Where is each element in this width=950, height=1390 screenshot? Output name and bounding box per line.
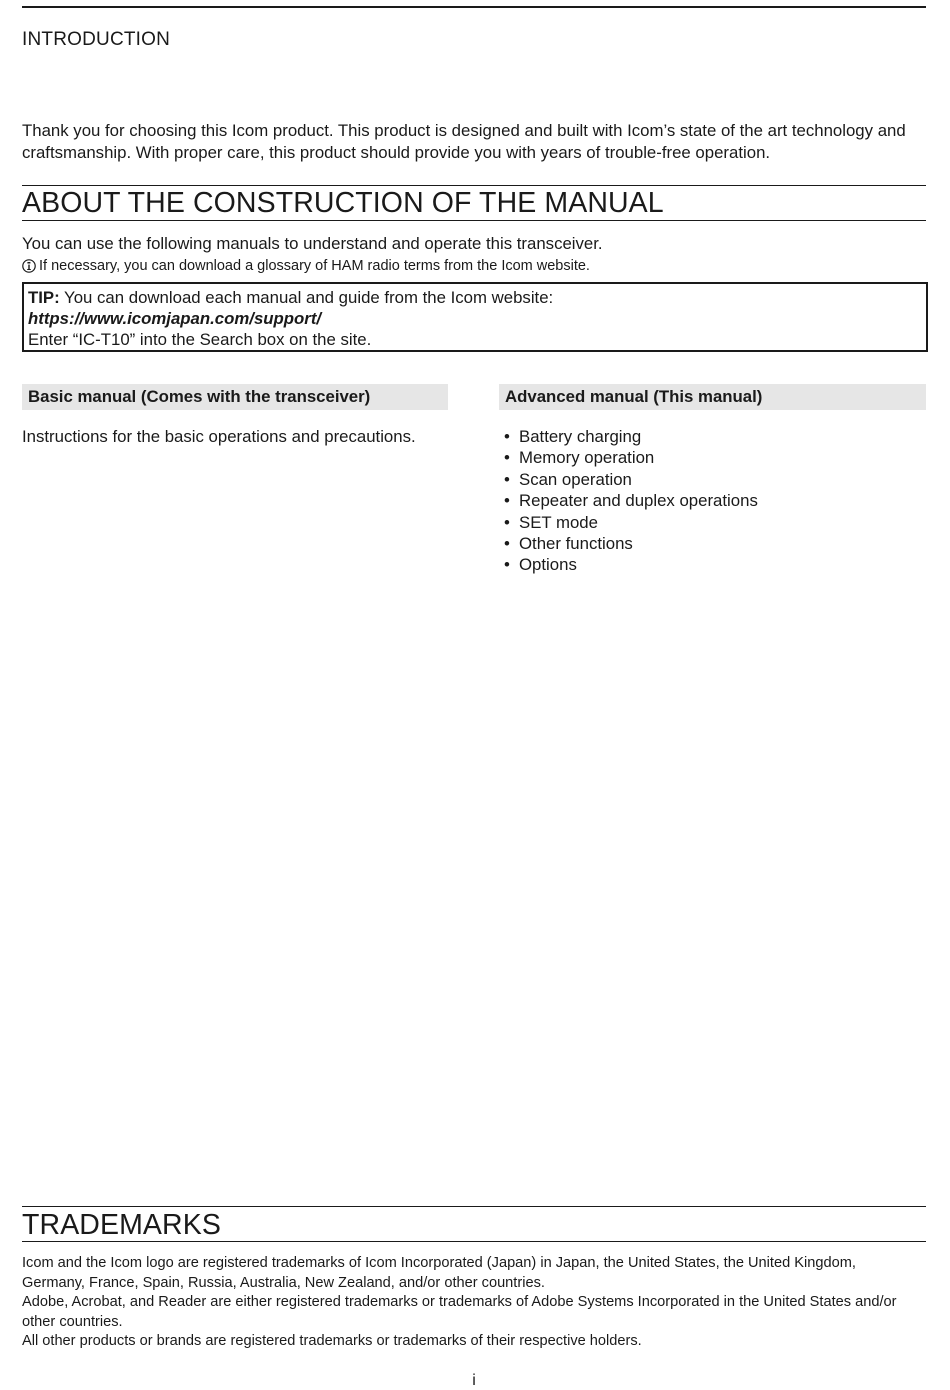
top-rule (22, 6, 926, 8)
list-item (504, 533, 758, 554)
bullet-icon: • (504, 469, 510, 489)
page-number: i (472, 1372, 476, 1389)
bullet-icon: • (504, 534, 510, 554)
tip-url-link[interactable]: https://www.icomjapan.com/support/ (28, 309, 322, 328)
trademarks-rule-bottom (22, 1241, 926, 1242)
section-label: INTRODUCTION (22, 29, 171, 50)
list-item-label: Battery charging (519, 427, 642, 446)
glossary-note (22, 256, 590, 276)
advanced-manual-list (504, 426, 758, 576)
trademark-paragraph: All other products or brands are registered trademarks or trademarks of their respective holders. (22, 1333, 642, 1349)
glossary-note-text: If necessary, you can download a glossary of HAM radio terms from the Icom website. (39, 258, 590, 274)
bullet-icon: • (504, 512, 510, 532)
about-heading: ABOUT THE CONSTRUCTION OF THE MANUAL (22, 187, 664, 219)
tip-search-text: Enter “IC-T10” into the Search box on the site. (28, 330, 372, 349)
list-item (504, 512, 758, 533)
tip-box (22, 282, 928, 352)
list-item (504, 447, 758, 468)
list-item-label: Memory operation (519, 448, 655, 468)
bullet-icon: • (504, 491, 510, 511)
info-icon (22, 259, 36, 273)
list-item-label: Options (519, 555, 577, 575)
list-item-label: Repeater and duplex operations (519, 491, 758, 511)
advanced-manual-heading: Advanced manual (This manual) (499, 384, 926, 410)
bullet-icon: • (504, 555, 510, 575)
basic-manual-heading: Basic manual (Comes with the transceiver) (22, 384, 448, 410)
list-item-label: Other functions (519, 534, 633, 554)
trademarks-rule-top (22, 1206, 926, 1207)
basic-manual-description: Instructions for the basic operations and precautions. (22, 427, 416, 446)
manuals-intro-text: You can use the following manuals to understand and operate this transceiver. (22, 234, 603, 253)
tip-text: You can download each manual and guide from the Icom website: (59, 288, 554, 307)
list-item (504, 554, 758, 575)
list-item (504, 469, 758, 490)
intro-paragraph: Thank you for choosing this Icom product. This product is designed and built with Icom’s state of the art technology and craftsmanship. With proper care, this product should provide you with years of trouble-free operation. (22, 121, 906, 162)
trademark-paragraph: Adobe, Acrobat, and Reader are either registered trademarks or trademarks of Adobe Systems Incorporated in the United States and/or other countries. (22, 1294, 897, 1330)
tip-label: TIP: (28, 288, 60, 307)
heading-rule-bottom (22, 220, 926, 221)
bullet-icon: • (504, 427, 510, 446)
tip-url-line (28, 308, 926, 329)
list-item (504, 426, 758, 447)
trademark-paragraph: Icom and the Icom logo are registered trademarks of Icom Incorporated (Japan) in Japan, the United States, the United Kingdom, Germany, France, Spain, Russia, Australia, New Zealand, and/or other countries. (22, 1255, 856, 1291)
trademarks-heading: TRADEMARKS (22, 1209, 221, 1241)
tip-line (28, 287, 926, 308)
list-item-label: Scan operation (519, 469, 632, 489)
bullet-icon: • (504, 448, 510, 468)
list-item-label: SET mode (519, 512, 598, 532)
list-item (504, 490, 758, 511)
